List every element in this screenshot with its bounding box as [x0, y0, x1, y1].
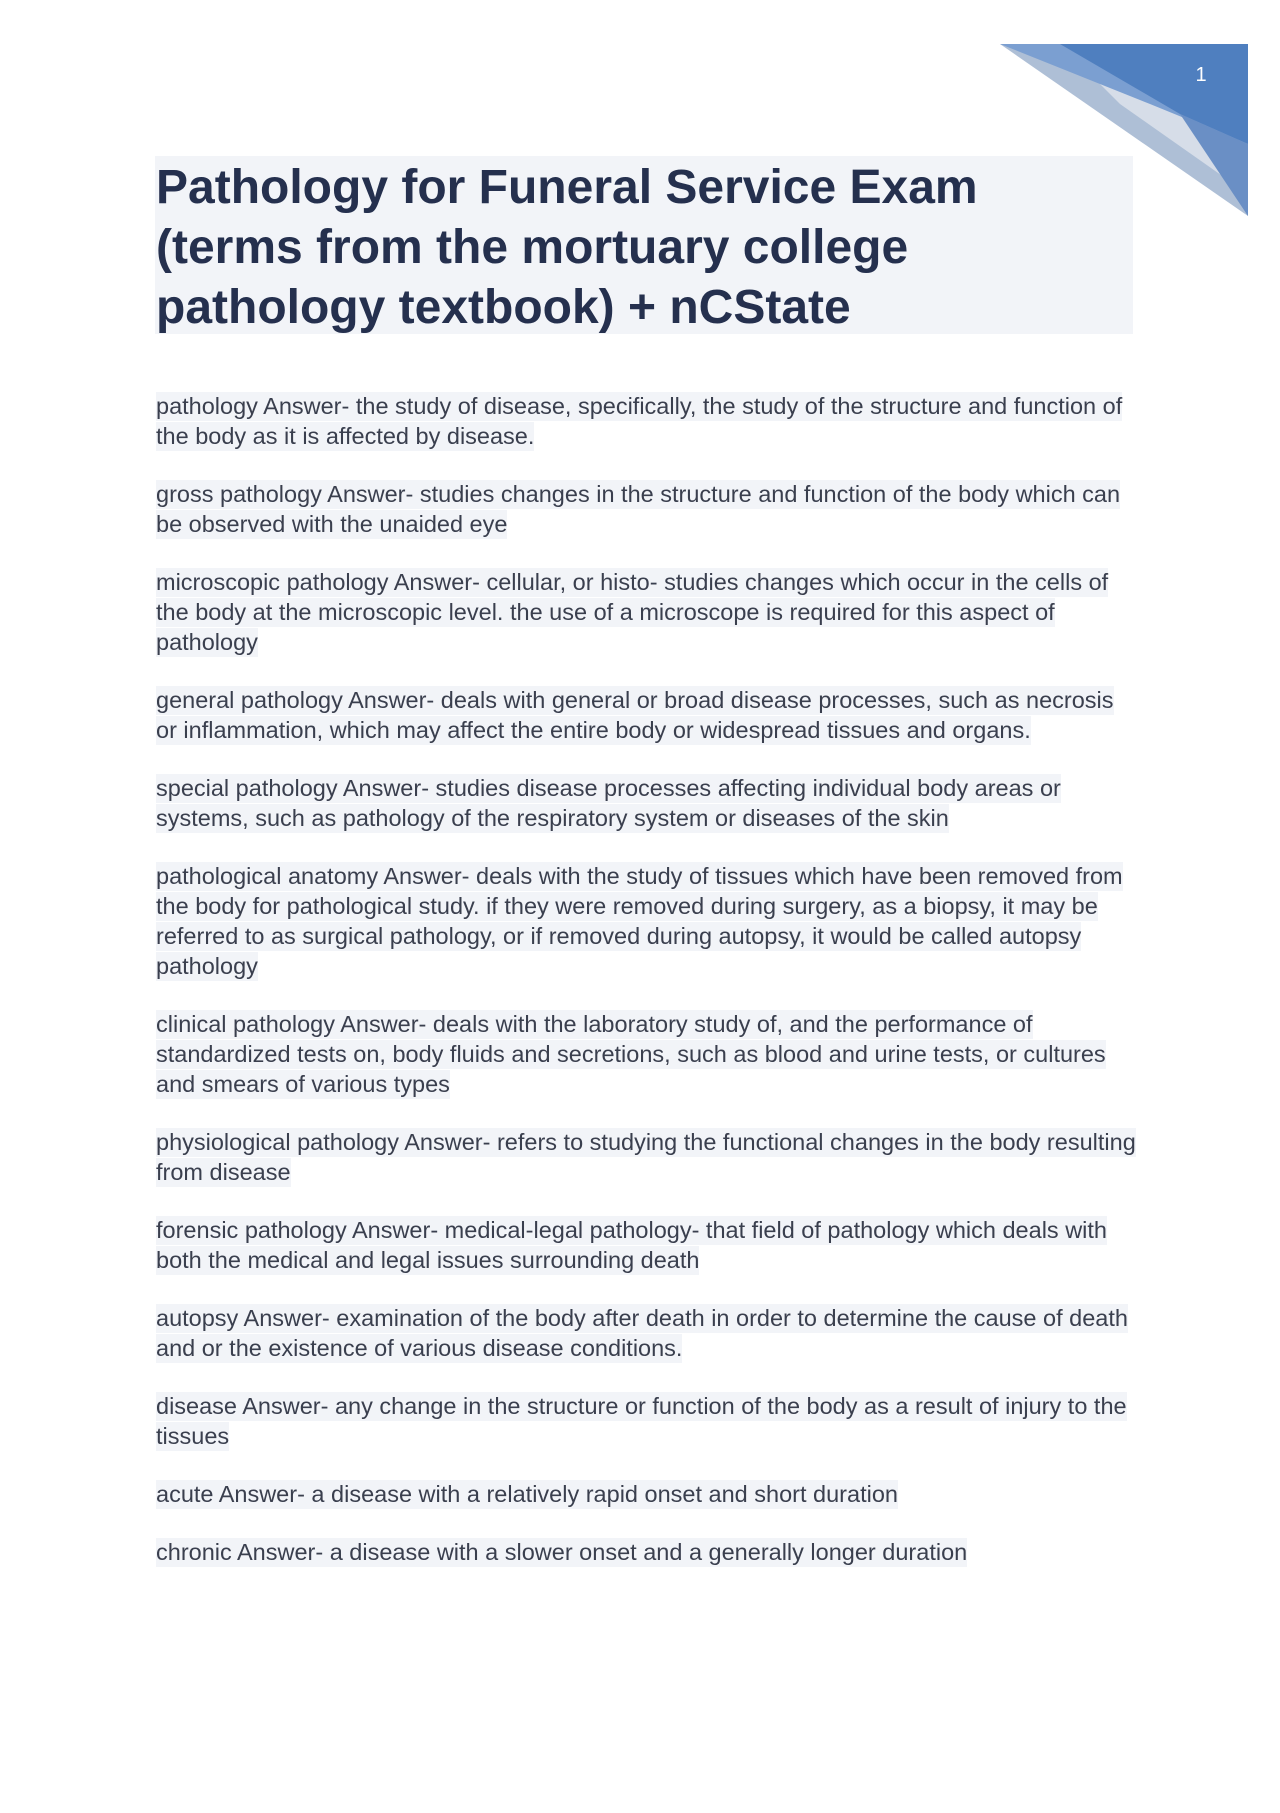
- entry-acute: [156, 1479, 1136, 1509]
- page-title: Pathology for Funeral Service Exam (terms from the mortuary college pathology textbook) + nCState: [156, 161, 978, 334]
- entry-general-pathology: [156, 685, 1136, 745]
- entry-special-pathology: [156, 773, 1136, 833]
- entry-text: autopsy Answer- examination of the body after death in order to determine the cause of death and or the existence of various disease conditions.: [156, 1305, 1128, 1361]
- entry-text: pathology Answer- the study of disease, specifically, the study of the structure and function of the body as it is affected by disease.: [156, 393, 1123, 449]
- entry-text: forensic pathology Answer- medical-legal pathology- that field of pathology which deals with both the medical and legal issues surrounding death: [156, 1217, 1107, 1273]
- entry-text: special pathology Answer- studies disease processes affecting individual body areas or systems, such as pathology of the respiratory system or diseases of the skin: [156, 775, 1061, 831]
- entry-list: [156, 391, 1136, 1595]
- entry-disease: [156, 1391, 1136, 1451]
- entry-gross-pathology: [156, 479, 1136, 539]
- page-number: 1: [1195, 64, 1207, 86]
- entry-text: microscopic pathology Answer- cellular, or histo- studies changes which occur in the cells of the body at the microscopic level. the use of a microscope is required for this aspect of pathology: [156, 569, 1109, 655]
- entry-clinical-pathology: [156, 1009, 1136, 1099]
- entry-text: chronic Answer- a disease with a slower onset and a generally longer duration: [156, 1539, 968, 1565]
- entry-text: disease Answer- any change in the structure or function of the body as a result of injury to the tissues: [156, 1393, 1127, 1449]
- entry-chronic: [156, 1537, 1136, 1567]
- entry-text: general pathology Answer- deals with general or broad disease processes, such as necrosis or inflammation, which may affect the entire body or widespread tissues and organs.: [156, 687, 1114, 743]
- entry-autopsy: [156, 1303, 1136, 1363]
- entry-text: acute Answer- a disease with a relatively rapid onset and short duration: [156, 1481, 898, 1507]
- entry-text: physiological pathology Answer- refers to studying the functional changes in the body resulting from disease: [156, 1129, 1136, 1185]
- entry-text: clinical pathology Answer- deals with the laboratory study of, and the performance of standardized tests on, body fluids and secretions, such as blood and urine tests, or cultures and smears of various types: [156, 1011, 1106, 1097]
- entry-physiological-pathology: [156, 1127, 1136, 1187]
- entry-microscopic-pathology: [156, 567, 1136, 657]
- entry-forensic-pathology: [156, 1215, 1136, 1275]
- entry-text: gross pathology Answer- studies changes in the structure and function of the body which can be observed with the unaided eye: [156, 481, 1121, 537]
- entry-text: pathological anatomy Answer- deals with the study of tissues which have been removed from the body for pathological study. if they were removed during surgery, as a biopsy, it may be referred to as surgical pathology, or if removed during autopsy, it would be called autopsy pathology: [156, 863, 1123, 979]
- entry-pathological-anatomy: [156, 861, 1136, 981]
- entry-pathology: [156, 391, 1136, 451]
